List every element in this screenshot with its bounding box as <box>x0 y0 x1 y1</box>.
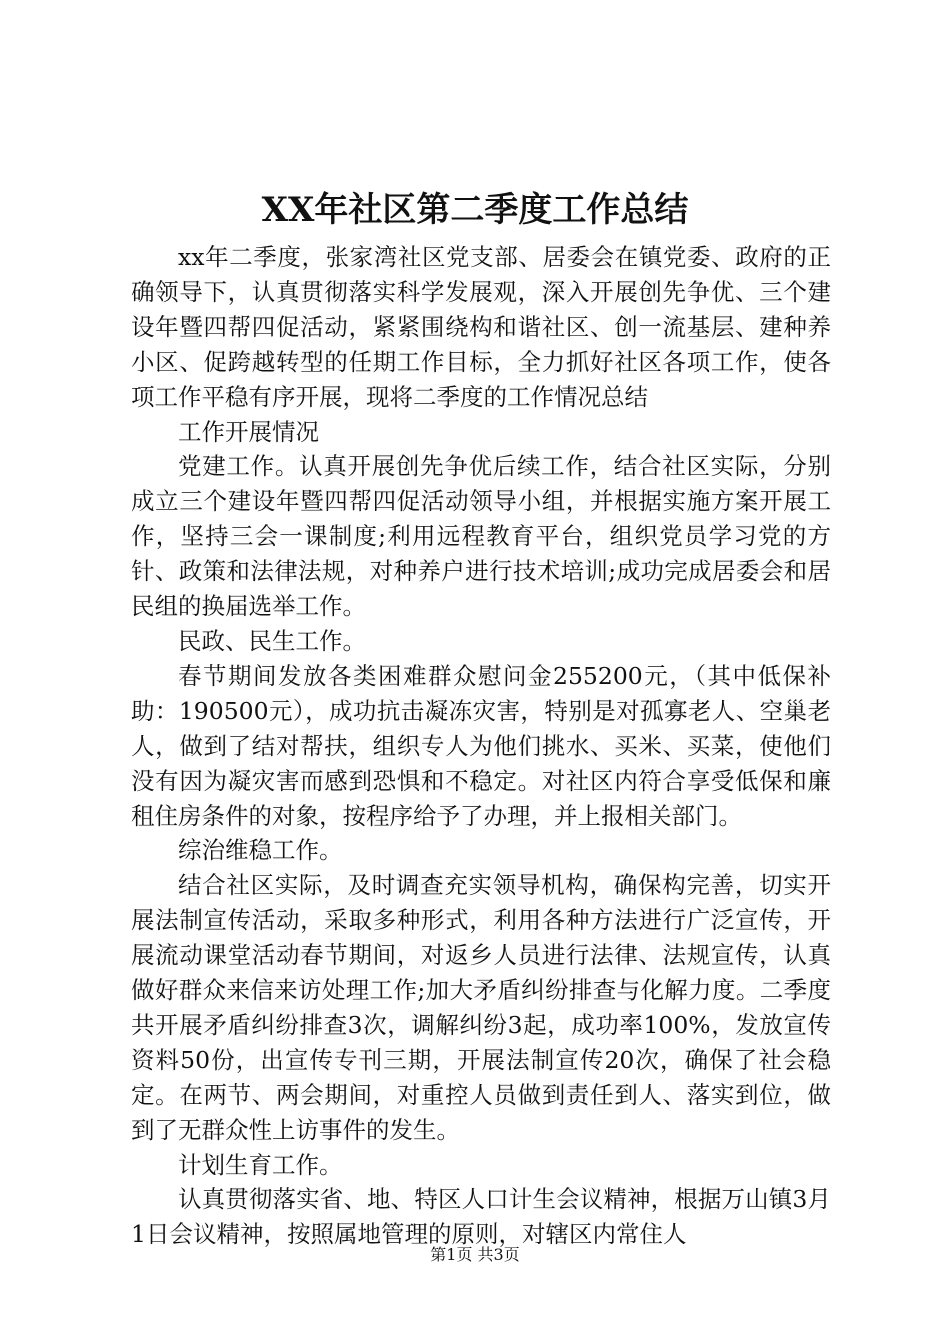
paragraph-civil-affairs: 春节期间发放各类困难群众慰问金255200元，（其中低保补助：190500元），成功抗击凝冻灾害，特别是对孤寡老人、空巢老人，做到了结对帮扶，组织专人为他们挑水、买米、买菜，使他们没有因为凝灾害而感到恐惧和不稳定。对社区内符合享受低保和廉租住房条件的对象，按程序给予了办理，并上报相关部门。 <box>131 661 831 830</box>
section-heading-civil-affairs: 民政、民生工作。 <box>178 626 366 655</box>
document-body <box>131 240 831 1252</box>
section-heading-work-overview: 工作开展情况 <box>178 417 319 446</box>
page-footer: 第1页 共3页 <box>430 1245 520 1264</box>
paragraph-family-planning: 认真贯彻落实省、地、特区人口计生会议精神，根据万山镇3月1日会议精神，按照属地管理的原则，对辖区内常住人 <box>131 1185 831 1249</box>
section-heading-stability: 综治维稳工作。 <box>178 836 343 865</box>
paragraph-intro: xx年二季度，张家湾社区党支部、居委会在镇党委、政府的正确领导下，认真贯彻落实科学发展观，深入开展创先争优、三个建设年暨四帮四促活动，紧紧围绕构和谐社区、创一流基层、建种养小区、促跨越转型的任期工作目标，全力抓好社区各项工作，使各项工作平稳有序开展，现将二季度的工作情况总结 <box>131 243 831 411</box>
paragraph-stability: 结合社区实际，及时调查充实领导机构，确保构完善，切实开展法制宣传活动，采取多种形式，利用各种方法进行广泛宣传，开展流动课堂活动春节期间，对返乡人员进行法律、法规宣传，认真做好群众来信来访处理工作;加大矛盾纠纷排查与化解力度。二季度共开展矛盾纠纷排查3次，调解纠纷3起，成功率100%，发放宣传资料50份，出宣传专刊三期，开展法制宣传20次，确保了社会稳定。在两节、两会期间，对重控人员做到责任到人、落实到位，做到了无群众性上访事件的发生。 <box>131 871 831 1144</box>
section-heading-family-planning: 计划生育工作。 <box>178 1150 343 1179</box>
document-title: XX年社区第二季度工作总结 <box>261 190 689 230</box>
paragraph-party-building: 党建工作。认真开展创先争优后续工作，结合社区实际，分别成立三个建设年暨四帮四促活动领导小组，并根据实施方案开展工作，坚持三会一课制度;利用远程教育平台，组织党员学习党的方针、政策和法律法规，对种养户进行技术培训;成功完成居委会和居民组的换届选举工作。 <box>131 452 831 621</box>
